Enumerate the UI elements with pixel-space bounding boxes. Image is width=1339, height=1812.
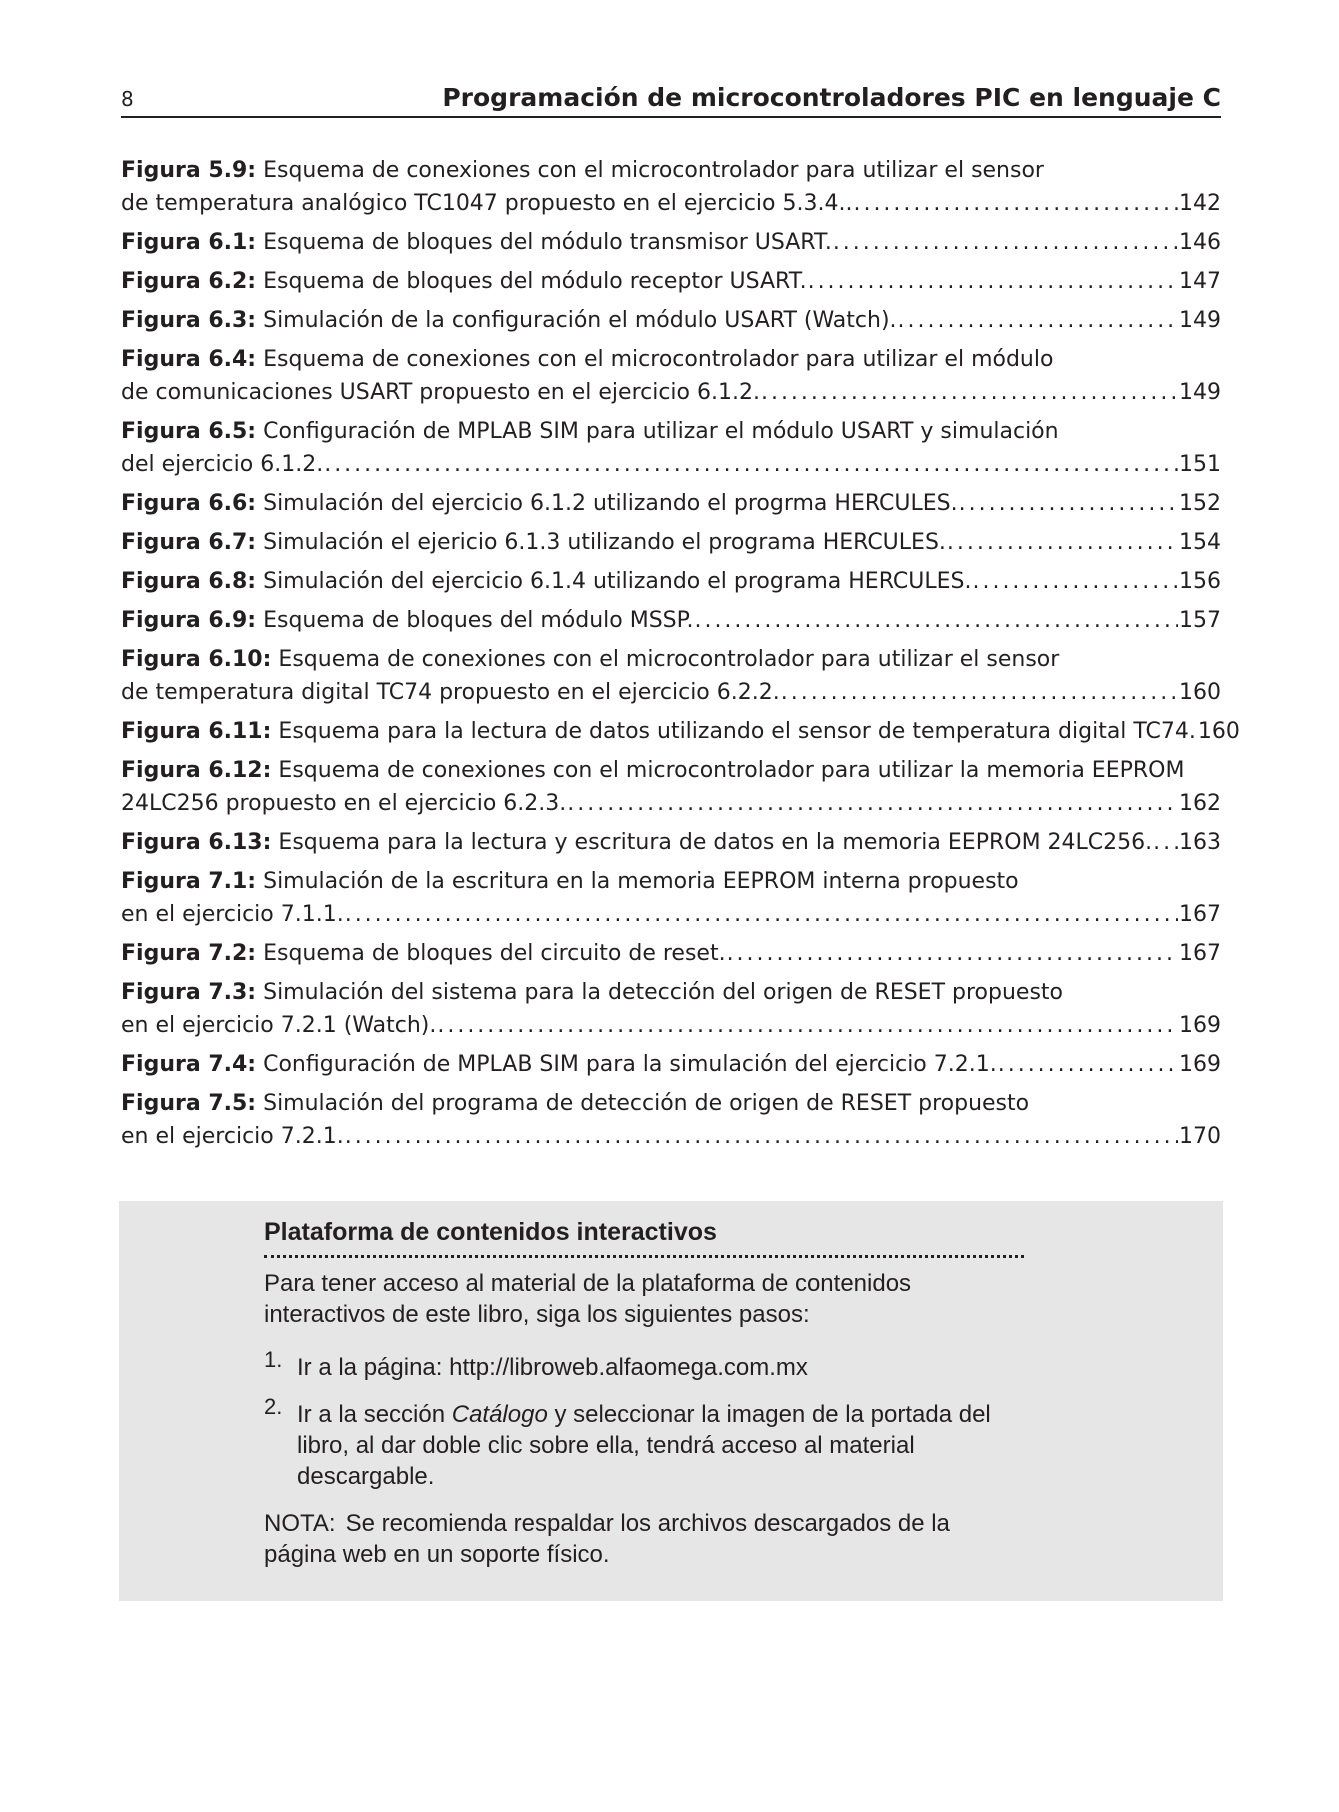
figure-caption: Esquema para la lectura y escritura de datos en la memoria EEPROM 24LC256. bbox=[278, 830, 1153, 855]
figure-caption: en el ejercicio 7.2.1. bbox=[121, 1124, 344, 1149]
page-header bbox=[121, 78, 1221, 118]
dot-leader bbox=[345, 898, 1178, 931]
page-ref: 160 bbox=[1197, 719, 1240, 744]
figure-caption: Configuración de MPLAB SIM para utilizar el módulo USART y simulación bbox=[263, 419, 1059, 444]
page-ref: 154 bbox=[1179, 530, 1221, 555]
dot-leader bbox=[972, 565, 1178, 598]
toc-entry-line bbox=[121, 487, 1221, 520]
toc-entry bbox=[121, 565, 1221, 598]
step-text-part: Ir a la sección bbox=[297, 1401, 452, 1428]
toc-entry-line bbox=[121, 976, 1221, 1009]
page-ref: 160 bbox=[1179, 680, 1221, 705]
figure-caption: Simulación del ejercicio 6.1.4 utilizando el programa HERCULES. bbox=[263, 569, 972, 594]
box-title: Plataforma de contenidos interactivos bbox=[264, 1215, 1024, 1258]
toc-entry-line bbox=[121, 154, 1221, 187]
dot-leader bbox=[761, 376, 1178, 409]
toc-entry bbox=[121, 343, 1221, 409]
dot-leader bbox=[567, 787, 1178, 820]
step-item bbox=[264, 1347, 1024, 1383]
figure-caption: Simulación el ejericio 6.1.3 utilizando el programa HERCULES. bbox=[263, 530, 946, 555]
toc-entry-line bbox=[121, 865, 1221, 898]
figure-label: Figura 6.13: bbox=[121, 830, 272, 855]
toc-entry bbox=[121, 415, 1221, 481]
dot-leader bbox=[345, 1120, 1178, 1153]
figure-caption: Esquema de bloques del módulo receptor USART. bbox=[263, 269, 807, 294]
figure-caption: Simulación de la escritura en la memoria EEPROM interna propuesto bbox=[263, 869, 1019, 894]
figure-label: Figura 6.6: bbox=[121, 491, 257, 516]
note bbox=[264, 1508, 1024, 1570]
page-ref: 147 bbox=[1179, 269, 1221, 294]
figure-caption: Esquema de bloques del circuito de reset. bbox=[263, 941, 726, 966]
figure-label: Figura 6.9: bbox=[121, 608, 257, 633]
dot-leader bbox=[947, 526, 1178, 559]
step-text bbox=[297, 1399, 1024, 1492]
dot-leader bbox=[998, 1048, 1178, 1081]
interactive-platform-box bbox=[119, 1201, 1223, 1601]
figure-label: Figura 7.5: bbox=[121, 1091, 257, 1116]
dot-leader bbox=[781, 676, 1178, 709]
toc-entry-line bbox=[121, 1009, 1221, 1042]
figure-label: Figura 7.1: bbox=[121, 869, 257, 894]
step-text bbox=[297, 1352, 1024, 1383]
page-number: 8 bbox=[121, 87, 134, 111]
table-of-figures bbox=[121, 154, 1240, 1159]
toc-entry bbox=[121, 154, 1221, 220]
figure-label: Figura 6.4: bbox=[121, 347, 257, 372]
page-ref: 149 bbox=[1179, 308, 1221, 333]
toc-entry-line bbox=[121, 937, 1221, 970]
toc-entry-line bbox=[121, 187, 1221, 220]
toc-entry-line bbox=[121, 415, 1221, 448]
figure-label: Figura 7.2: bbox=[121, 941, 257, 966]
dot-leader bbox=[324, 448, 1178, 481]
toc-entry-line bbox=[121, 1120, 1221, 1153]
toc-entry-line bbox=[121, 754, 1221, 787]
figure-caption: Simulación del programa de detección de origen de RESET propuesto bbox=[263, 1091, 1030, 1116]
toc-entry-line bbox=[121, 715, 1240, 748]
toc-entry bbox=[121, 643, 1221, 709]
page-ref: 163 bbox=[1179, 830, 1221, 855]
toc-entry bbox=[121, 826, 1221, 859]
figure-caption: Simulación de la configuración el módulo USART (Watch). bbox=[263, 308, 897, 333]
toc-entry-line bbox=[121, 526, 1221, 559]
figure-caption: Configuración de MPLAB SIM para la simulación del ejercicio 7.2.1. bbox=[263, 1052, 997, 1077]
figure-label: Figura 6.5: bbox=[121, 419, 257, 444]
figure-caption: Esquema de conexiones con el microcontrolador para utilizar el módulo bbox=[263, 347, 1054, 372]
page-ref: 167 bbox=[1179, 902, 1221, 927]
page-ref: 167 bbox=[1179, 941, 1221, 966]
toc-entry bbox=[121, 976, 1221, 1042]
toc-entry bbox=[121, 265, 1221, 298]
toc-entry-line bbox=[121, 1087, 1221, 1120]
toc-entry-line bbox=[121, 898, 1221, 931]
figure-caption: 24LC256 propuesto en el ejercicio 6.2.3. bbox=[121, 791, 567, 816]
toc-entry-line bbox=[121, 265, 1221, 298]
figure-caption: de comunicaciones USART propuesto en el ejercicio 6.1.2. bbox=[121, 380, 760, 405]
dot-leader bbox=[694, 604, 1178, 637]
figure-label: Figura 6.8: bbox=[121, 569, 257, 594]
page-ref: 146 bbox=[1179, 230, 1221, 255]
toc-entry bbox=[121, 937, 1221, 970]
dot-leader bbox=[898, 304, 1178, 337]
figure-caption: del ejercicio 6.1.2. bbox=[121, 452, 324, 477]
figure-label: Figura 6.1: bbox=[121, 230, 257, 255]
figure-caption: de temperatura digital TC74 propuesto en el ejercicio 6.2.2. bbox=[121, 680, 780, 705]
toc-entry-line bbox=[121, 343, 1221, 376]
figure-caption: Esquema de bloques del módulo transmisor USART. bbox=[263, 230, 832, 255]
figure-label: Figura 7.4: bbox=[121, 1052, 257, 1077]
box-intro: Para tener acceso al material de la plataforma de contenidos interactivos de este libro, siga los siguientes pasos: bbox=[264, 1270, 912, 1328]
steps-list bbox=[264, 1347, 1024, 1492]
toc-entry-line bbox=[121, 604, 1221, 637]
figure-caption: Simulación del ejercicio 6.1.2 utilizando el progrma HERCULES. bbox=[263, 491, 958, 516]
toc-entry-line bbox=[121, 787, 1221, 820]
toc-entry bbox=[121, 715, 1240, 748]
toc-entry bbox=[121, 226, 1221, 259]
catalog-section-name: Catálogo bbox=[451, 1401, 548, 1428]
figure-label: Figura 6.12: bbox=[121, 758, 272, 783]
toc-entry bbox=[121, 1087, 1221, 1153]
figure-caption: Simulación del sistema para la detección del origen de RESET propuesto bbox=[263, 980, 1063, 1005]
toc-entry-line bbox=[121, 565, 1221, 598]
figure-caption: Esquema de conexiones con el microcontrolador para utilizar el sensor bbox=[263, 158, 1044, 183]
toc-entry-line bbox=[121, 226, 1221, 259]
page-ref: 169 bbox=[1179, 1052, 1221, 1077]
toc-entry bbox=[121, 1048, 1221, 1081]
book-title: Programación de microcontroladores PIC en lenguaje C bbox=[442, 83, 1221, 112]
toc-entry bbox=[121, 865, 1221, 931]
page-ref: 142 bbox=[1179, 191, 1221, 216]
dot-leader bbox=[437, 1009, 1178, 1042]
dot-leader bbox=[853, 187, 1178, 220]
toc-entry-line bbox=[121, 304, 1221, 337]
page-ref: 156 bbox=[1179, 569, 1221, 594]
figure-label: Figura 6.10: bbox=[121, 647, 272, 672]
toc-entry bbox=[121, 304, 1221, 337]
page-ref: 151 bbox=[1179, 452, 1221, 477]
page-ref: 170 bbox=[1179, 1124, 1221, 1149]
step-text-part: y seleccionar la imagen de la portada del libro, al dar doble clic sobre ella, tendrá acceso al material descargable. bbox=[297, 1401, 991, 1490]
toc-entry-line bbox=[121, 1048, 1221, 1081]
figure-label: Figura 5.9: bbox=[121, 158, 257, 183]
toc-entry-line bbox=[121, 676, 1221, 709]
figure-caption: de temperatura analógico TC1047 propuesto en el ejercicio 5.3.4.. bbox=[121, 191, 853, 216]
dot-leader bbox=[1153, 826, 1178, 859]
figure-caption: Esquema para la lectura de datos utilizando el sensor de temperatura digital TC74. bbox=[278, 719, 1196, 744]
figure-label: Figura 6.2: bbox=[121, 269, 257, 294]
dot-leader bbox=[833, 226, 1178, 259]
page-ref: 157 bbox=[1179, 608, 1221, 633]
figure-label: Figura 6.7: bbox=[121, 530, 257, 555]
toc-entry-line bbox=[121, 643, 1221, 676]
figure-label: Figura 6.3: bbox=[121, 308, 257, 333]
toc-entry-line bbox=[121, 826, 1221, 859]
step-text-part: Ir a la página: http://libroweb.alfaomega.com.mx bbox=[297, 1354, 808, 1381]
toc-entry-line bbox=[121, 376, 1221, 409]
toc-entry bbox=[121, 754, 1221, 820]
page-ref: 149 bbox=[1179, 380, 1221, 405]
step-item bbox=[264, 1394, 1024, 1492]
toc-entry bbox=[121, 604, 1221, 637]
dot-leader bbox=[727, 937, 1178, 970]
note-label: NOTA: bbox=[264, 1510, 336, 1537]
toc-entry bbox=[121, 487, 1221, 520]
figure-label: Figura 6.11: bbox=[121, 719, 272, 744]
figure-caption: en el ejercicio 7.1.1. bbox=[121, 902, 344, 927]
note-text: Se recomienda respaldar los archivos descargados de la página web en un soporte físico. bbox=[264, 1510, 950, 1568]
dot-leader bbox=[959, 487, 1178, 520]
page-ref: 169 bbox=[1179, 1013, 1221, 1038]
figure-caption: Esquema de conexiones con el microcontrolador para utilizar el sensor bbox=[278, 647, 1060, 672]
figure-label: Figura 7.3: bbox=[121, 980, 257, 1005]
step-number: 2. bbox=[264, 1394, 283, 1419]
figure-caption: Esquema de conexiones con el microcontrolador para utilizar la memoria EEPROM bbox=[278, 758, 1185, 783]
dot-leader bbox=[808, 265, 1178, 298]
step-number: 1. bbox=[264, 1347, 283, 1372]
figure-caption: en el ejercicio 7.2.1 (Watch). bbox=[121, 1013, 437, 1038]
toc-entry-line bbox=[121, 448, 1221, 481]
page-ref: 162 bbox=[1179, 791, 1221, 816]
figure-caption: Esquema de bloques del módulo MSSP. bbox=[263, 608, 694, 633]
toc-entry bbox=[121, 526, 1221, 559]
page-ref: 152 bbox=[1179, 491, 1221, 516]
